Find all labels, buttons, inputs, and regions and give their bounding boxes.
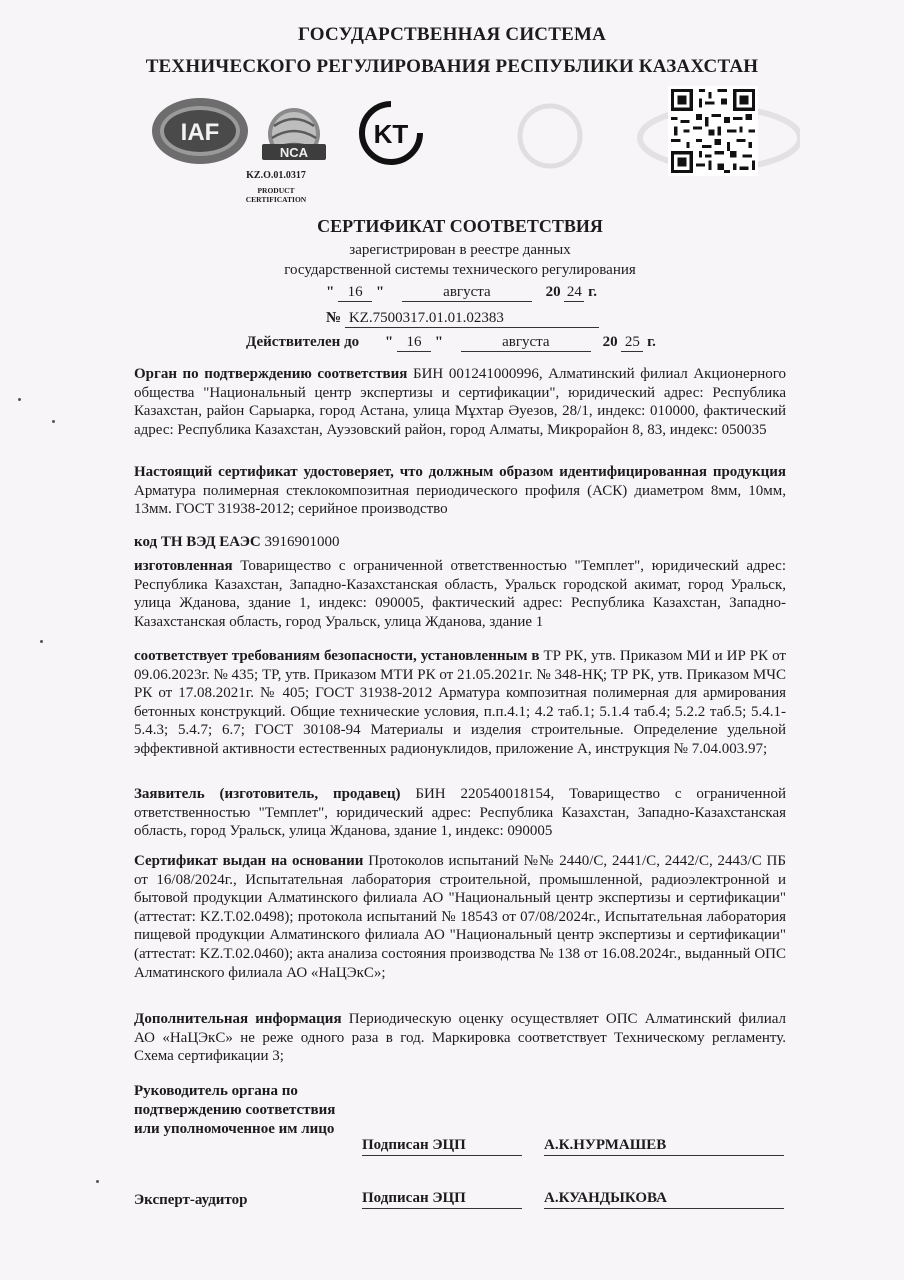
header-line-1: ГОСУДАРСТВЕННАЯ СИСТЕМА [297,24,607,45]
certificate-title: СЕРТИФИКАТ СООТВЕТСТВИЯ [317,216,603,236]
additional-info-label: Дополнительная информация [134,1011,342,1027]
basis-label: Сертификат выдан на основании [134,853,364,869]
valid-year-suffix: 25 [621,334,643,352]
manufacturer-paragraph [134,557,786,631]
manufacturer-text: Товарищество с ограниченной ответственностью "Темплет", юридический адрес: Республика Казахстан, Западно-Казахстанская область, Уральск городской акимат, город Уральск, улица Жданова, здание 1, индекс: 090005, фактический адрес: Республика Казахстан, Западно-Казахстанская область, город Уральск, улица Жданова, здание 1 [134,558,786,630]
product-paragraph [134,463,786,519]
reg-year-suffix: 24 [564,284,584,302]
valid-month: августа [461,334,591,352]
reg-year-prefix: 20 [545,284,561,300]
registration-date [326,284,597,302]
applicant-paragraph [134,785,786,841]
certificate-number-row [326,310,599,328]
valid-label: Действителен до [246,334,360,350]
applicant-label: Заявитель (изготовитель, продавец) [134,786,401,802]
requirements-label: соответствует требованиям безопасности, установленным в [134,648,540,664]
requirements-text: ТР РК, утв. Приказом МИ и ИР РК от 09.06.2023г. № 435; ТР, утв. Приказом МТИ РК от 21.05.2021г. № 348-НҚ; ТР РК, утв. Приказом МЧС РК от 17.08.2021г. № 405; ГОСТ 31938-2012 Арматура композитная полимерная для армирования бетонных конструкций. Общие технические условия, п.п.4.1; 4.2 таб.1; 5.1.4 таб.4; 5.2.2 таб.5; 5.4.1-5.4.3; 5.4.7; 6.7; ГОСТ 30108-94 Материалы и изделия строительные. Определение удельной эффективной активности естественных радионуклидов, приложение А, инструкция № 7.04.003.97; [134,648,786,757]
registered-line-2: государственной системы технического регулирования [284,262,636,278]
reg-day: 16 [338,284,372,302]
certification-body-label: Орган по подтверждению соответствия [134,366,408,382]
certification-body-text: БИН 001241000996, Алматинский филиал Акционерного общества "Национальный центр экспертизы и сертификации", юридический адрес: Республика Казахстан, район Сарыарка, город Астана, улица Мұхтар Әуезов, 28/1, индекс: 010000, фактический адрес: Республика Казахстан, Ауэзовский район, город Алматы, Микрорайон 8, 83, индекс: 050035 [134,366,787,438]
expert-signature: Подписан ЭЦП [362,1190,522,1209]
expert-name: А.КУАНДЫКОВА [544,1190,784,1209]
accreditation-code: KZ.O.01.0317 [246,170,306,181]
valid-year-label: г. [647,334,656,350]
hs-code-value: 3916901000 [264,534,340,550]
hs-code-label: код ТН ВЭД ЕАЭС [134,534,261,550]
reg-quote-close: " [375,284,385,300]
nca-logo-text: NCA [279,145,309,160]
accreditation-caption-line-2: CERTIFICATION [245,195,307,204]
scan-speck [40,640,43,643]
scan-speck [52,420,55,423]
head-signature: Подписан ЭЦП [362,1137,522,1156]
number-label: № [326,310,342,326]
certificate-number: KZ.7500317.01.01.02383 [345,310,599,328]
header-line-2: ТЕХНИЧЕСКОГО РЕГУЛИРОВАНИЯ РЕСПУБЛИКИ КАЗАХСТАН [145,56,759,77]
reg-quote-open: " [326,284,335,300]
valid-quote-close: " [434,334,444,350]
hs-code-paragraph [134,533,786,552]
head-role: Руководитель органа по подтверждению соответствия или уполномоченное им лицо [134,1083,336,1137]
accreditation-caption [226,186,326,204]
qr-code-icon[interactable] [668,86,758,176]
basis-paragraph [134,852,786,982]
valid-until-row [246,334,656,352]
valid-year-prefix: 20 [602,334,618,350]
scan-speck [96,1180,99,1183]
reg-year-label: г. [588,284,598,300]
product-label: Настоящий сертификат удостоверяет, что должным образом идентифицированная продукция [134,464,786,480]
iaf-logo-icon [150,96,250,166]
basis-text: Протоколов испытаний №№ 2440/С, 2441/С, 2442/С, 2443/С ПБ от 16/08/2024г., Испытательная лаборатория строительной, промышленной, радиоэлектронной и бытовой продукции Алматинского филиала АО "Национальный центр экспертизы и сертификации" (аттестат: KZ.T.02.0498); протокола испытаний № 18543 от 07/08/2024г., Испытательная лаборатория пищевой продукции Алматинского филиала АО "Национальный центр экспертизы и сертификации" (аттестат: KZ.T.02.0460); акта анализа состояния производства № 138 от 16.08.2024г., выданный ОПС Алматинского филиала АО «НаЦЭкС»; [134,853,787,981]
expert-role: Эксперт-аудитор [134,1192,248,1208]
nca-logo-icon [256,104,332,170]
iaf-logo-text: IAF [180,119,220,146]
additional-info-paragraph [134,1010,786,1066]
certification-body-paragraph [134,365,786,439]
additional-info-text: Периодическую оценку осуществляет ОПС Алматинский филиал АО «НаЦЭкС» не реже одного раза в год. Маркировка соответствует Техническому регламенту. Схема сертификации 3; [134,1011,787,1065]
reg-month: августа [402,284,532,302]
accreditation-caption-line-1: PRODUCT [257,186,295,195]
registered-line-1: зарегистрирован в реестре данных [349,242,571,258]
kt-logo-icon [356,98,426,168]
scan-speck [18,398,21,401]
requirements-paragraph [134,647,786,759]
valid-day: 16 [397,334,431,352]
valid-quote-open: " [384,334,394,350]
head-name: А.К.НУРМАШЕВ [544,1137,784,1156]
kt-logo-text: KT [373,119,409,149]
product-text: Арматура полимерная стеклокомпозитная периодического профиля (АСК) диаметром 8мм, 10мм, 13мм. ГОСТ 31938-2012; серийное производство [134,482,786,518]
manufacturer-label: изготовленная [134,558,233,574]
applicant-text: БИН 220540018154, Товарищество с ограниченной ответственностью "Темплет", юридический адрес: Республика Казахстан, Западно-Казахстанская область, город Уральск, улица Жданова, здание 1, индекс: 090005 [134,786,786,840]
